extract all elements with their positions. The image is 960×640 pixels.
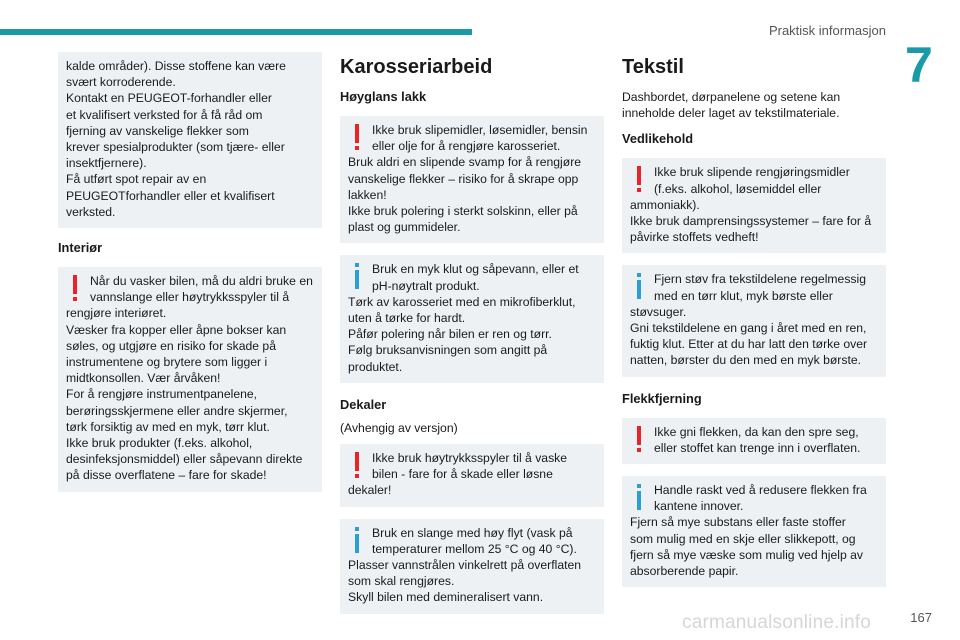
text-line: inneholde deler laget av tekstilmateriale. [622,106,840,121]
text-line: Følg bruksanvisningen som angitt på [348,343,548,358]
decals-info-box [340,519,604,614]
decals-heading: Dekaler [340,396,387,412]
text-line: For å rengjøre instrumentpanelene, [66,387,258,402]
info-icon [634,484,644,512]
note-text [66,58,313,220]
text-line: svært korroderende. [66,75,176,90]
text-line: vanskelige flekker – risiko for å skrape opp [348,171,579,186]
text-line: kalde områder). Disse stoffene kan være [66,59,286,73]
gloss-warning-box [340,116,604,243]
page-number: 167 [910,610,932,625]
text-line: insektfjernere). [66,156,147,171]
decals-warning-box [340,444,604,507]
text-line: pH-nøytralt produkt. [372,278,480,293]
text-line: Påfør polering når bilen er ren og tørr. [348,327,552,342]
text-line: på disse overflatene – fare for skade! [66,468,267,483]
text-line: fjern så mye væske som mulig ved hjelp av [630,547,864,562]
text-line: Plasser vannstrålen vinkelrett på overflaten [348,558,582,573]
column-2 [340,52,604,626]
text-line: verksted. [66,204,116,219]
text-line: Ikke bruk damprensingssystemer – fare for å [630,214,872,229]
text-line: Få utført spot repair av en [66,172,207,187]
text-line: Ikke bruk slipende rengjøringsmidler [654,165,850,180]
watermark: carmanualsonline.info [682,612,872,633]
warning-icon [70,275,80,303]
bodywork-title: Karosseriarbeid [340,56,493,78]
text-line: Fjern støv fra tekstildelene regelmessig [654,272,867,287]
warning-icon [634,166,644,194]
stain-warning-box [622,418,886,464]
text-line: Væsker fra kopper eller åpne bokser kan [66,322,287,337]
text-line: Gni tekstildelene en gang i året med en ren, [630,321,867,336]
text-line: desinfeksjonsmiddel) eller såpevann direkte [66,452,303,467]
text-line: som mulig med en skje eller slikkepott, og [630,531,856,546]
text-line: fjerning av vanskelige flekker som [66,123,249,138]
chapter-number: 7 [905,37,933,93]
text-line: Skyll bilen med demineralisert vann. [348,590,544,605]
continued-note-box [58,52,322,228]
column-1 [58,52,322,504]
text-line: søles, og utgjøre en risiko for skade på [66,338,276,353]
info-icon [352,527,362,555]
interior-warning-box [58,267,322,492]
text-line: støvsuger. [630,304,687,319]
text-line: instrumentene og brytere som ligger i [66,355,268,370]
gloss-paint-heading: Høyglans lakk [340,89,427,104]
interior-heading: Interiør [58,240,103,256]
text-line: produktet. [348,359,403,374]
text-line: midtkonsollen. Vær årvåken! [66,371,221,386]
text-line: Bruk en myk klut og såpevann, eller et [372,262,579,277]
warning-icon [352,452,362,480]
text-line: rengjøre interiøret. [66,306,167,321]
text-line: påvirke stoffets vedheft! [630,230,759,245]
text-line: Dashbordet, dørpanelene og setene kan [622,90,841,104]
text-line: (f.eks. alkohol, løsemiddel eller [654,181,822,196]
text-line: krever spesialprodukter (som tjære- eller [66,140,285,155]
warning-icon [352,124,362,152]
text-line: plast og gummideler. [348,220,461,235]
text-line: eller stoffet kan trenge inn i overflaten. [654,440,861,455]
text-line: fuktig klut. Etter at du har latt den tørke over [630,337,868,352]
warning-rest-lines [66,305,313,483]
decals-note: (Avhengig av versjon) [340,420,458,435]
info-icon [634,273,644,301]
text-line: Handle raskt ved å redusere flekken fra [654,483,867,498]
text-line: temperaturer mellom 25 °C og 40 °C). [372,541,577,556]
text-line: bilen - fare for å skade eller løsne [372,467,553,482]
text-line: Kontakt en PEUGEOT-forhandler eller [66,91,272,106]
text-line: med en tørr klut, myk børste eller [654,288,833,303]
textile-intro [622,89,886,121]
section-title: Praktisk informasjon [768,23,886,38]
maintenance-warning-box [622,158,886,253]
maintenance-heading: Vedlikehold [622,131,694,147]
column-3 [622,52,886,599]
text-line: kantene innover. [654,499,744,514]
text-line: natten, børster du den med en myk børste. [630,353,861,368]
text-line: vannslange eller høytrykksspyler til å [90,290,290,305]
text-line: Bruk aldri en slipende svamp for å rengjøre [348,155,582,170]
text-line: Ikke bruk polering i sterkt solskinn, eller på [348,204,578,219]
warning-icon [634,426,644,454]
text-line: Når du vasker bilen, må du aldri bruke en [90,274,313,289]
text-line: berøringsskjermene eller andre skjermer, [66,403,288,418]
text-line: dekaler! [348,483,392,498]
info-icon [352,263,362,291]
header-accent-bar [0,29,472,35]
maintenance-info-box [622,265,886,376]
text-line: ammoniakk). [630,197,700,212]
text-line: Ikke gni flekken, da kan den spre seg, [654,424,859,439]
text-line: uten å tørke for hardt. [348,311,466,326]
text-line: som skal rengjøres. [348,574,455,589]
stain-removal-heading: Flekkfjerning [622,390,702,406]
gloss-info-box [340,255,604,382]
text-line: PEUGEOTforhandler eller et kvalifisert [66,188,275,203]
text-line: et kvalifisert verksted for å få råd om [66,107,263,122]
text-line: lakken! [348,187,387,202]
text-line: tørk forsiktig av med en myk, tørr klut. [66,419,270,434]
text-line: absorberende papir. [630,564,739,579]
text-line: Ikke bruk høytrykksspyler til å vaske [372,451,568,466]
stain-info-box [622,476,886,587]
warning-first-lines [66,273,313,305]
text-line: Ikke bruk slipemidler, løsemidler, bensin [372,123,588,137]
text-line: Ikke bruk produkter (f.eks. alkohol, [66,436,253,451]
text-line: Fjern så mye substans eller faste stoffer [630,515,846,530]
text-line: eller olje for å rengjøre karosseriet. [372,139,561,154]
text-line: Tørk av karosseriet med en mikrofiberklut, [348,294,576,309]
text-line: Bruk en slange med høy flyt (vask på [372,525,573,540]
textile-title: Tekstil [622,56,684,78]
